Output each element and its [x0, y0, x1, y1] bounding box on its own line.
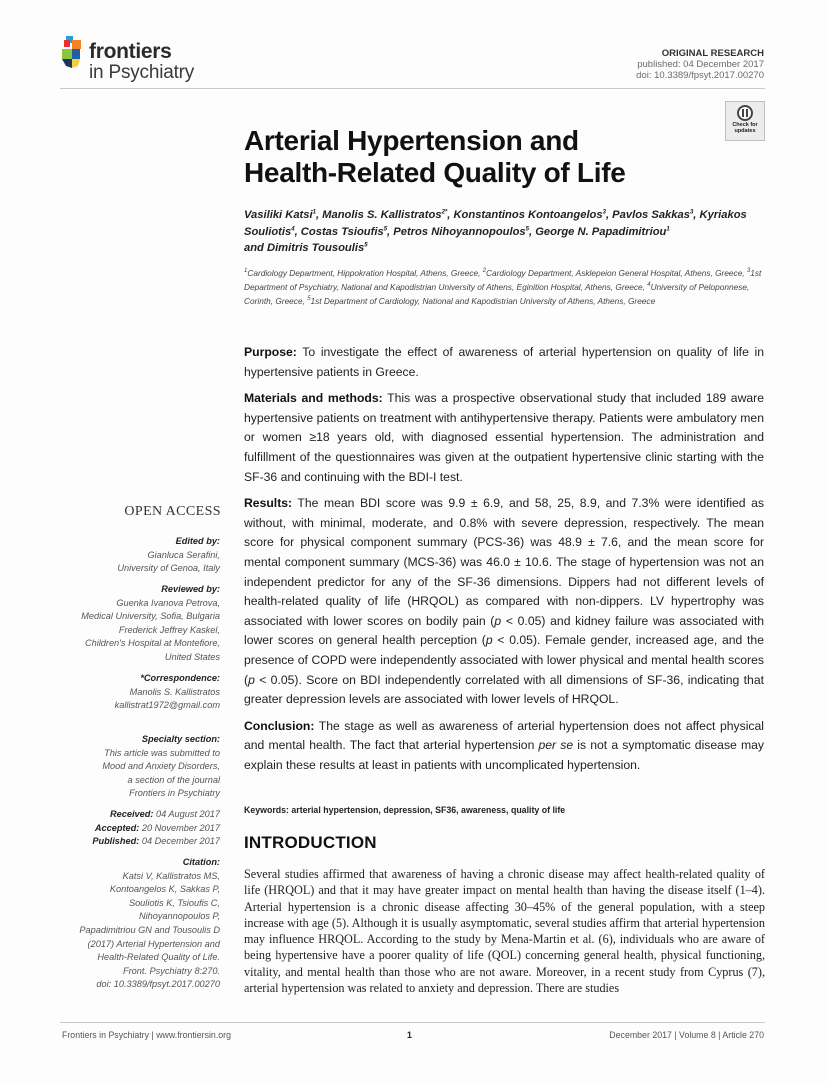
abstract-purpose: Purpose: To investigate the effect of awareness of arterial hypertension on quality of life in hypertensive patients in Greece.: [244, 345, 764, 379]
footer-issue-info: December 2017 | Volume 8 | Article 270: [609, 1030, 764, 1040]
bookmark-icon: [737, 105, 753, 121]
check-updates-label: Check for updates: [732, 122, 758, 134]
sidebar-editor: Edited by: Gianluca Serafini, University of Genoa, Italy: [117, 536, 220, 574]
article-header-meta: [636, 48, 764, 81]
abstract-results: Results: The mean BDI score was 9.9 ± 6.9, and 58, 25, 8.9, and 7.3% were identified as without, with minimal, moderate, and 0.8% with severe depression, respectively. The mean score for physical component summary (PCS-36) was 48.9 ± 7.6, and the mean score for mental component summary (MCS-36) was 46.0 ± 10.6. The stage of hypertension was not an independent predictor for any of the SF-36 dimensions. Dippers had not different levels of health-related quality of life (HRQOL) as compared with non-dippers. LV hypertrophy was associated with lower scores on bodily pain (p < 0.05) and kidney failure was associated with lower scores on general health perception (p < 0.05). Female gender, increased age, and the presence of COPD were independently associated with lower physical and mental health scores (p < 0.05). Score on BDI independently correlated with all dimensions of SF-36, indicating that greater depression levels are associated with lower levels of HRQOL.: [244, 496, 764, 707]
author-list: Vasiliki Katsi$^1$, Manolis S. Kallistratos$^{2*}$, Konstantinos Kontoangelos$^3$, Pavlos Sakkas$^3$, Kyriakos Souliotis$^4$, Costas Tsioufis$^5$, Petros Nihoyannopoulos$^5$, George N. Papadimitriou$^1$ and Dimitris Tousoulis$^5$: [244, 209, 747, 254]
footer-divider: [60, 1022, 765, 1023]
correspondence-email-link[interactable]: kallistrat1972@gmail.com: [114, 700, 220, 711]
abstract-conclusion: Conclusion: The stage as well as awareness of arterial hypertension does not affect physical and mental health. The fact that arterial hypertension per se is not a symptomatic disease may explain these results at least in patients with uncomplicated hypertension.: [244, 718, 764, 772]
article-title: Arterial Hypertension and Health-Related Quality of Life: [244, 125, 626, 188]
article-doi[interactable]: doi: 10.3389/fpsyt.2017.00270: [636, 70, 764, 81]
sidebar-dates: Received: 04 August 2017 Accepted: 20 November 2017 Published: 04 December 2017: [92, 809, 220, 847]
logo-wordmark: frontiers: [89, 40, 172, 63]
logo-journal-name: in Psychiatry: [89, 62, 195, 83]
sidebar-reviewers: Reviewed by: Guenka Ivanova Petrova, Medical University, Sofia, Bulgaria Frederick Jeffrey Kaskel, Children's Hospital at Montefiore, United States: [81, 584, 220, 662]
abstract: [244, 343, 764, 782]
affiliations: $^1$Cardiology Department, Hippokration Hospital, Athens, Greece, $^2$Cardiology Department, Asklepeion General Hospital, Athens, Greece, $^3$1st Department of Psychiatry, National and Kapodistrian University of Athens, Eginition Hospital, Athens, Greece, $^4$University of Peloponnese, Corinth, Greece, $^5$1st Department of Cardiology, National and Kapodistrian University of Athens, Athens, Greece: [244, 268, 762, 306]
sidebar-specialty: Specialty section: This article was submitted to Mood and Anxiety Disorders, a section of the journal Frontiers in Psychiatry: [102, 734, 220, 799]
journal-logo[interactable]: [62, 36, 222, 86]
page-number: 1: [407, 1030, 412, 1040]
sidebar-correspondence: *Correspondence: Manolis S. Kallistratos kallistrat1972@gmail.com: [60, 672, 220, 713]
keywords: Keywords: arterial hypertension, depression, SF36, awareness, quality of life: [244, 805, 566, 815]
section-heading-introduction: INTRODUCTION: [244, 833, 377, 852]
article-type: ORIGINAL RESEARCH: [661, 48, 764, 59]
frontiers-logo-icon: [62, 36, 86, 70]
abstract-methods: Materials and methods: This was a prospective observational study that included 189 aware hypertensive patients on treatment with antihypertensive therapy. Patients were ambulatory men or women ≥18 years old, with diagnosed essential hypertension. The administration and fulfillment of the questionnaires was given at the outpatient hypertensive clinic starting with the SF-36 and continuing with the BDI-I test.: [244, 391, 764, 484]
header-divider: [60, 88, 765, 89]
footer-journal-link[interactable]: Frontiers in Psychiatry | www.frontiersin.org: [62, 1030, 231, 1040]
published-date: published: 04 December 2017: [637, 59, 764, 70]
sidebar-citation: Citation: Katsi V, Kallistratos MS, Kontoangelos K, Sakkas P, Souliotis K, Tsioufis C, Nihoyannopoulos P, Papadimitriou GN and Tousoulis D (2017) Arterial Hypertension and Health-Related Quality of Life. Front. Psychiatry 8:270. doi: 10.3389/fpsyt.2017.00270: [60, 856, 220, 992]
citation-doi-link[interactable]: doi: 10.3389/fpsyt.2017.00270: [96, 979, 220, 990]
open-access-label: OPEN ACCESS: [124, 504, 221, 519]
introduction-body: Several studies affirmed that awareness of having a chronic disease may affect health-related quality of life (HRQOL) and that it may have greater impact on mental health than having the disease itself (1–4). Arterial hypertension is a chronic disease affecting 30–45% of the general population, with a steep increase with age (5). Although it is usually asymptomatic, several studies affirm that arterial hypertension may influence HRQOL. According to the study by Mena-Martin et al. (6), individuals who are aware of being hypertensive have a poorer quality of life (QOL) concerning general health, physical functioning, vitality, and mental health than those who are not aware. Moreover, in a recent study from Cyprus (7), arterial hypertension was related to anxiety and depression. There are studies: [244, 867, 765, 996]
